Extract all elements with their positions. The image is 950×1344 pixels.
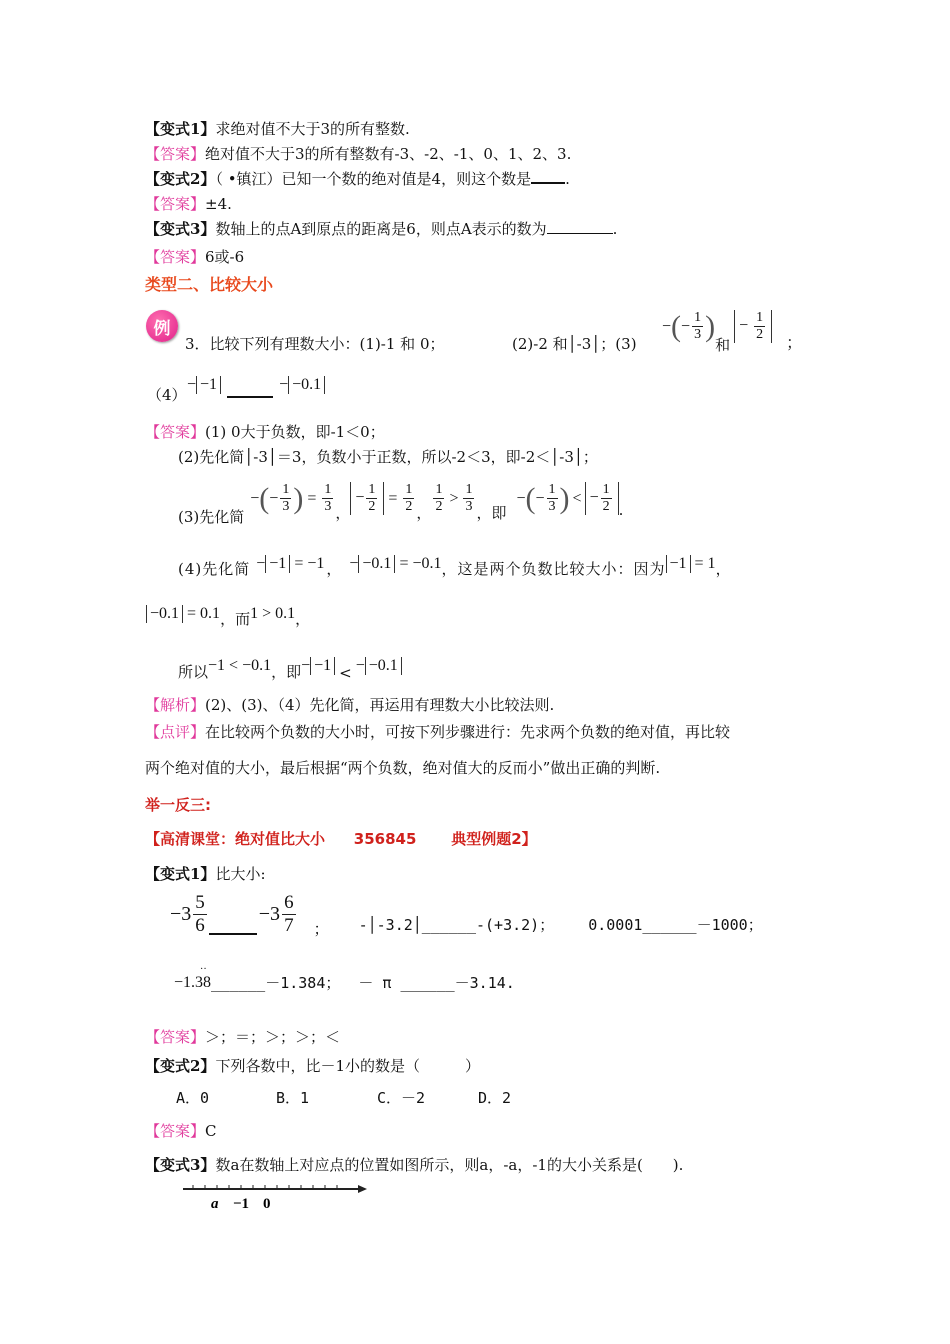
l3-e4-abs bbox=[585, 482, 619, 515]
variant-2-blank[interactable] bbox=[531, 168, 565, 184]
example-3-intro bbox=[185, 333, 444, 355]
m1-whole: −3 bbox=[170, 903, 192, 925]
l4-minus: − bbox=[256, 554, 266, 572]
part4-label: （4） bbox=[147, 386, 187, 404]
expr3-and: 和 bbox=[715, 336, 731, 354]
expr3-fraction bbox=[692, 310, 703, 343]
ans3-l1: (1) 0大于负数，即-1＜0； bbox=[205, 423, 385, 441]
l5-and: ，而 bbox=[220, 610, 251, 628]
comment-line1 bbox=[145, 721, 730, 743]
comment-tag: 【点评】 bbox=[145, 723, 206, 741]
l5-abs bbox=[146, 605, 183, 623]
hd-code: 356845 bbox=[353, 830, 417, 848]
frac-num: 1 bbox=[368, 482, 376, 497]
l5-neg01: −0.1 bbox=[150, 604, 180, 622]
frac-den: 3 bbox=[694, 327, 702, 342]
l3-e4-frac2 bbox=[601, 482, 612, 515]
expr3-abs-fraction bbox=[754, 310, 765, 343]
p4-minus2: − bbox=[279, 376, 289, 393]
l5-end: ， bbox=[295, 610, 311, 628]
ans3-l4-label: (4)先化简 bbox=[178, 560, 251, 578]
l4-abs1 bbox=[265, 555, 290, 573]
example-3-part2-text: (2)-2 和│-3│；(3) bbox=[512, 335, 637, 353]
answer-1-tag: 【答案】 bbox=[145, 145, 206, 163]
answer-2 bbox=[145, 193, 232, 215]
l3-expr3: $\frac{1}{2}$ > $\frac{1}{3}$ bbox=[435, 482, 473, 514]
l5-cmp: 1 > 0.1 bbox=[250, 604, 296, 622]
l4-expr2 bbox=[349, 555, 441, 573]
answer-3-tag: 【答案】 bbox=[145, 248, 206, 266]
frac-den: 2 bbox=[435, 499, 443, 514]
bv1-expr3: 0.0001______－1000； bbox=[588, 916, 763, 934]
l3-inner-minus: − bbox=[269, 489, 279, 507]
frac-den: 3 bbox=[465, 499, 473, 514]
l4-eq1: = −1 bbox=[294, 554, 325, 572]
frac-den: 3 bbox=[324, 499, 332, 514]
l6-so: 所以 bbox=[178, 662, 209, 681]
m2-frac bbox=[282, 892, 296, 937]
l3-e4-minus: − bbox=[516, 489, 526, 507]
bvariant-3-tag: 【变式3】 bbox=[145, 1156, 216, 1174]
comment-text1: 在比较两个负数的大小时，可按下列步骤进行：先求两个负数的绝对值，再比较 bbox=[205, 723, 731, 741]
frac-den: 2 bbox=[602, 499, 610, 514]
comment-text2: 两个绝对值的大小，最后根据“两个负数，绝对值大的反而小”做出正确的判断. bbox=[145, 759, 661, 777]
l3-frac5 bbox=[463, 482, 474, 515]
l3-abs-frac bbox=[366, 482, 377, 515]
frac-den: 3 bbox=[548, 499, 556, 514]
frac-num: 1 bbox=[602, 482, 610, 497]
l3-abs bbox=[350, 482, 384, 515]
bvariant-3-text: 数a在数轴上对应点的位置如图所示，则a，-a，-1的大小关系是( ). bbox=[215, 1156, 684, 1174]
l6-abs2 bbox=[365, 657, 402, 675]
banswer-1 bbox=[145, 1026, 340, 1048]
l5-expr1 bbox=[146, 605, 220, 623]
l3-e4-frac1 bbox=[547, 482, 558, 515]
bv1-e5: － π ______－3.14. bbox=[358, 974, 515, 992]
label-minus-one: −1 bbox=[233, 1196, 250, 1212]
bv1-e4b: ______－1.384； bbox=[211, 974, 341, 992]
frac-den: 2 bbox=[405, 499, 413, 514]
l6-neg1: −1 bbox=[314, 657, 332, 674]
juyi-heading bbox=[145, 794, 211, 816]
ans3-line4 bbox=[178, 548, 731, 579]
l4-comma2: ， bbox=[715, 560, 731, 578]
choice-d[interactable]: D．2 bbox=[478, 1089, 512, 1107]
variant-3-tag: 【变式3】 bbox=[145, 220, 216, 238]
choice-b[interactable]: B．1 bbox=[276, 1089, 310, 1107]
example-badge: 例 bbox=[146, 310, 178, 342]
frac-num: 1 bbox=[282, 482, 290, 497]
variant-3-end: . bbox=[612, 220, 618, 238]
expr3-lparen: ( bbox=[671, 309, 682, 343]
variant-3 bbox=[145, 218, 617, 240]
analysis-text: (2)、(3)、（4）先化简，再运用有理数大小比较法则. bbox=[205, 696, 555, 714]
m2-whole: −3 bbox=[258, 903, 281, 925]
l3-frac1 bbox=[280, 482, 291, 515]
l4-eq3: = 1 bbox=[694, 554, 716, 572]
label-a: a bbox=[211, 1196, 219, 1212]
l6-expr bbox=[301, 657, 335, 675]
banswer-2 bbox=[145, 1120, 217, 1142]
l3-expr4: − ( − $\frac{1}{3}$ ) < − $\frac{1}{2}$ bbox=[516, 482, 618, 516]
hd-title: 典型例题2】 bbox=[451, 830, 537, 848]
variant-1 bbox=[145, 118, 410, 140]
l6-cmp: −1 < −0.1 bbox=[208, 657, 272, 674]
answer-2-text: ±4. bbox=[205, 195, 232, 213]
bvariant-1 bbox=[145, 863, 266, 885]
part4-expr bbox=[187, 372, 325, 398]
expr3-abs-minus: − bbox=[739, 317, 749, 335]
p4-abs2 bbox=[288, 376, 325, 394]
l3-frac4 bbox=[433, 482, 444, 515]
section-heading-compare: 类型二、比较大小 bbox=[145, 275, 274, 294]
l4-neg1: −1 bbox=[269, 554, 287, 572]
frac-num: 1 bbox=[694, 310, 702, 325]
ans3-l3-label: (3)先化简 bbox=[178, 508, 245, 526]
frac-num: 5 bbox=[195, 892, 205, 913]
l3-comma3: ，即 bbox=[476, 504, 507, 522]
banswer-1-tag: 【答案】 bbox=[145, 1028, 206, 1046]
p4-neg01: −0.1 bbox=[292, 376, 322, 393]
l3-frac2 bbox=[322, 482, 333, 515]
repeat-dots: ·· bbox=[200, 963, 207, 975]
ans3-l2: (2)先化简│-3│＝3，负数小于正数，所以-2＜3，即-2＜│-3│； bbox=[178, 448, 598, 466]
l3-comma1: ， bbox=[335, 504, 351, 522]
bv1-e4a: −1.38 bbox=[174, 973, 212, 991]
bvariant-2-tag: 【变式2】 bbox=[145, 1057, 216, 1075]
bvariant-1-row1 bbox=[170, 890, 763, 939]
bvariant-2-text: 下列各数中，比－1小的数是（ ） bbox=[215, 1057, 480, 1075]
banswer-2-tag: 【答案】 bbox=[145, 1122, 206, 1140]
l6-minus1: − bbox=[301, 657, 311, 674]
frac-num: 1 bbox=[465, 482, 473, 497]
example-3-part2 bbox=[512, 333, 637, 355]
analysis-tag: 【解析】 bbox=[145, 696, 206, 714]
analysis bbox=[145, 694, 554, 716]
variant-1-text: 求绝对值不大于3的所有整数. bbox=[215, 120, 410, 138]
ans3-line1 bbox=[145, 421, 385, 443]
frac-num: 1 bbox=[324, 482, 332, 497]
l6-neg01: −0.1 bbox=[368, 657, 398, 674]
p4-minus1: − bbox=[187, 376, 197, 393]
l3-e4-lparen: ( bbox=[525, 481, 536, 515]
number-line bbox=[183, 1184, 368, 1214]
l6-minus2: − bbox=[355, 657, 365, 674]
answer-2-tag: 【答案】 bbox=[145, 195, 206, 213]
ans3-line3 bbox=[178, 470, 623, 527]
l6-lt: < bbox=[339, 664, 352, 682]
bvariant-1-tag: 【变式1】 bbox=[145, 865, 216, 883]
l3-frac3 bbox=[403, 482, 414, 515]
l3-abs-minus: − bbox=[355, 489, 365, 507]
frac-den: 6 bbox=[195, 915, 205, 936]
p4-abs1 bbox=[196, 376, 221, 394]
answer-3-text: 6或-6 bbox=[205, 248, 245, 266]
l4-neg1b: −1 bbox=[669, 554, 687, 572]
answer-1 bbox=[145, 143, 571, 165]
juyi-text: 举一反三: bbox=[145, 796, 211, 814]
bv1-repeating bbox=[174, 963, 212, 992]
label-zero: 0 bbox=[263, 1196, 271, 1212]
bvariant-3 bbox=[145, 1154, 683, 1176]
l3-e4-inner-minus: − bbox=[535, 489, 545, 507]
answer-1-text: 绝对值不大于3的所有整数有-3、-2、-1、0、1、2、3. bbox=[205, 145, 572, 163]
l3-end: . bbox=[618, 500, 624, 519]
banswer-2-text: C bbox=[205, 1122, 217, 1140]
frac-num: 1 bbox=[405, 482, 413, 497]
l4-mid: ，这是两个负数比较大小：因为 bbox=[441, 560, 666, 578]
bvariant-1-row2 bbox=[174, 963, 515, 993]
mixed-number-2 bbox=[259, 892, 298, 937]
l6-ji: ，即 bbox=[271, 662, 302, 681]
number-line-arrow bbox=[358, 1185, 367, 1193]
l3-comma2: ， bbox=[416, 504, 432, 522]
l4-abs3 bbox=[666, 555, 691, 573]
bv1-semi: ； bbox=[313, 920, 329, 938]
banswer-1-text: ＞；＝；＞；＞；＜ bbox=[205, 1028, 341, 1046]
frac-den: 3 bbox=[282, 499, 290, 514]
l4-eq2: = −0.1 bbox=[399, 554, 442, 572]
variant-3-blank[interactable] bbox=[547, 219, 613, 234]
l3-lparen: ( bbox=[259, 481, 270, 515]
example-3-part4 bbox=[147, 384, 187, 406]
l3-rparen: ) bbox=[293, 481, 304, 515]
expr3-abs bbox=[734, 310, 772, 343]
hd-classroom bbox=[145, 828, 537, 850]
l6-abs1 bbox=[310, 657, 335, 675]
variant-1-tag: 【变式1】 bbox=[145, 120, 216, 138]
ans3-line6 bbox=[178, 650, 402, 682]
frac-den: 2 bbox=[368, 499, 376, 514]
variant-3-text: 数轴上的点A到原点的距离是6，则点A表示的数为 bbox=[215, 220, 547, 238]
variant-2-text: （ •镇江）已知一个数的绝对值是4，则这个数是 bbox=[215, 170, 532, 188]
m1-frac bbox=[193, 892, 207, 937]
p4-neg1: −1 bbox=[200, 376, 218, 393]
ans3-line5 bbox=[146, 598, 310, 629]
bv1-blank1[interactable] bbox=[209, 919, 257, 935]
l6-expr2 bbox=[356, 657, 402, 675]
hd-label: 【高清课堂：绝对值比大小 bbox=[145, 830, 326, 848]
l5-eq: = 0.1 bbox=[187, 604, 221, 622]
l3-e4-rparen: ) bbox=[559, 481, 570, 515]
variant-2 bbox=[145, 168, 570, 190]
l3-expr2: − $\frac{1}{2}$ = $\frac{1}{2}$ bbox=[350, 482, 416, 515]
choice-a[interactable]: A．0 bbox=[176, 1089, 210, 1107]
comment-line2 bbox=[145, 757, 660, 779]
expr3-rparen: ) bbox=[705, 309, 716, 343]
expr3-minus: − bbox=[662, 317, 672, 335]
part4-blank[interactable] bbox=[227, 372, 273, 398]
variant-2-tag: 【变式2】 bbox=[145, 170, 216, 188]
ans3-line2 bbox=[178, 446, 598, 468]
l4-neg01: −0.1 bbox=[362, 554, 392, 572]
frac-den: 2 bbox=[756, 327, 764, 342]
l4-expr3 bbox=[666, 555, 716, 573]
l3-e4-abs-minus: − bbox=[589, 489, 599, 507]
l3-minus: − bbox=[250, 489, 260, 507]
frac-num: 1 bbox=[756, 310, 764, 325]
frac-num: 1 bbox=[435, 482, 443, 497]
variant-2-end: . bbox=[565, 170, 570, 188]
l4-minus2: − bbox=[349, 554, 359, 572]
choice-c[interactable]: C．－2 bbox=[377, 1089, 426, 1107]
frac-num: 6 bbox=[284, 892, 294, 913]
expr3-inner-minus: − bbox=[681, 317, 691, 335]
example-3-expr3 bbox=[662, 298, 802, 355]
answer-3 bbox=[145, 246, 244, 268]
l4-abs2 bbox=[358, 555, 395, 573]
example-3-part1: 3．比较下列有理数大小：(1)-1 和 0； bbox=[185, 335, 445, 353]
l4-comma1: ， bbox=[326, 560, 342, 578]
frac-num: 1 bbox=[548, 482, 556, 497]
bvariant-2 bbox=[145, 1055, 480, 1077]
ans3-tag: 【答案】 bbox=[145, 423, 206, 441]
frac-den: 7 bbox=[284, 915, 294, 936]
expr3-semicolon: ； bbox=[786, 335, 803, 352]
bv1-expr2: -│-3.2│______-(+3.2)； bbox=[358, 916, 555, 934]
l3-expr1: − ( − $\frac{1}{3}$ ) = $\frac{1}{3}$ bbox=[250, 481, 332, 515]
bvariant-1-text: 比大小: bbox=[215, 865, 266, 883]
l4-expr1 bbox=[256, 555, 324, 573]
mixed-number-1 bbox=[170, 892, 209, 937]
